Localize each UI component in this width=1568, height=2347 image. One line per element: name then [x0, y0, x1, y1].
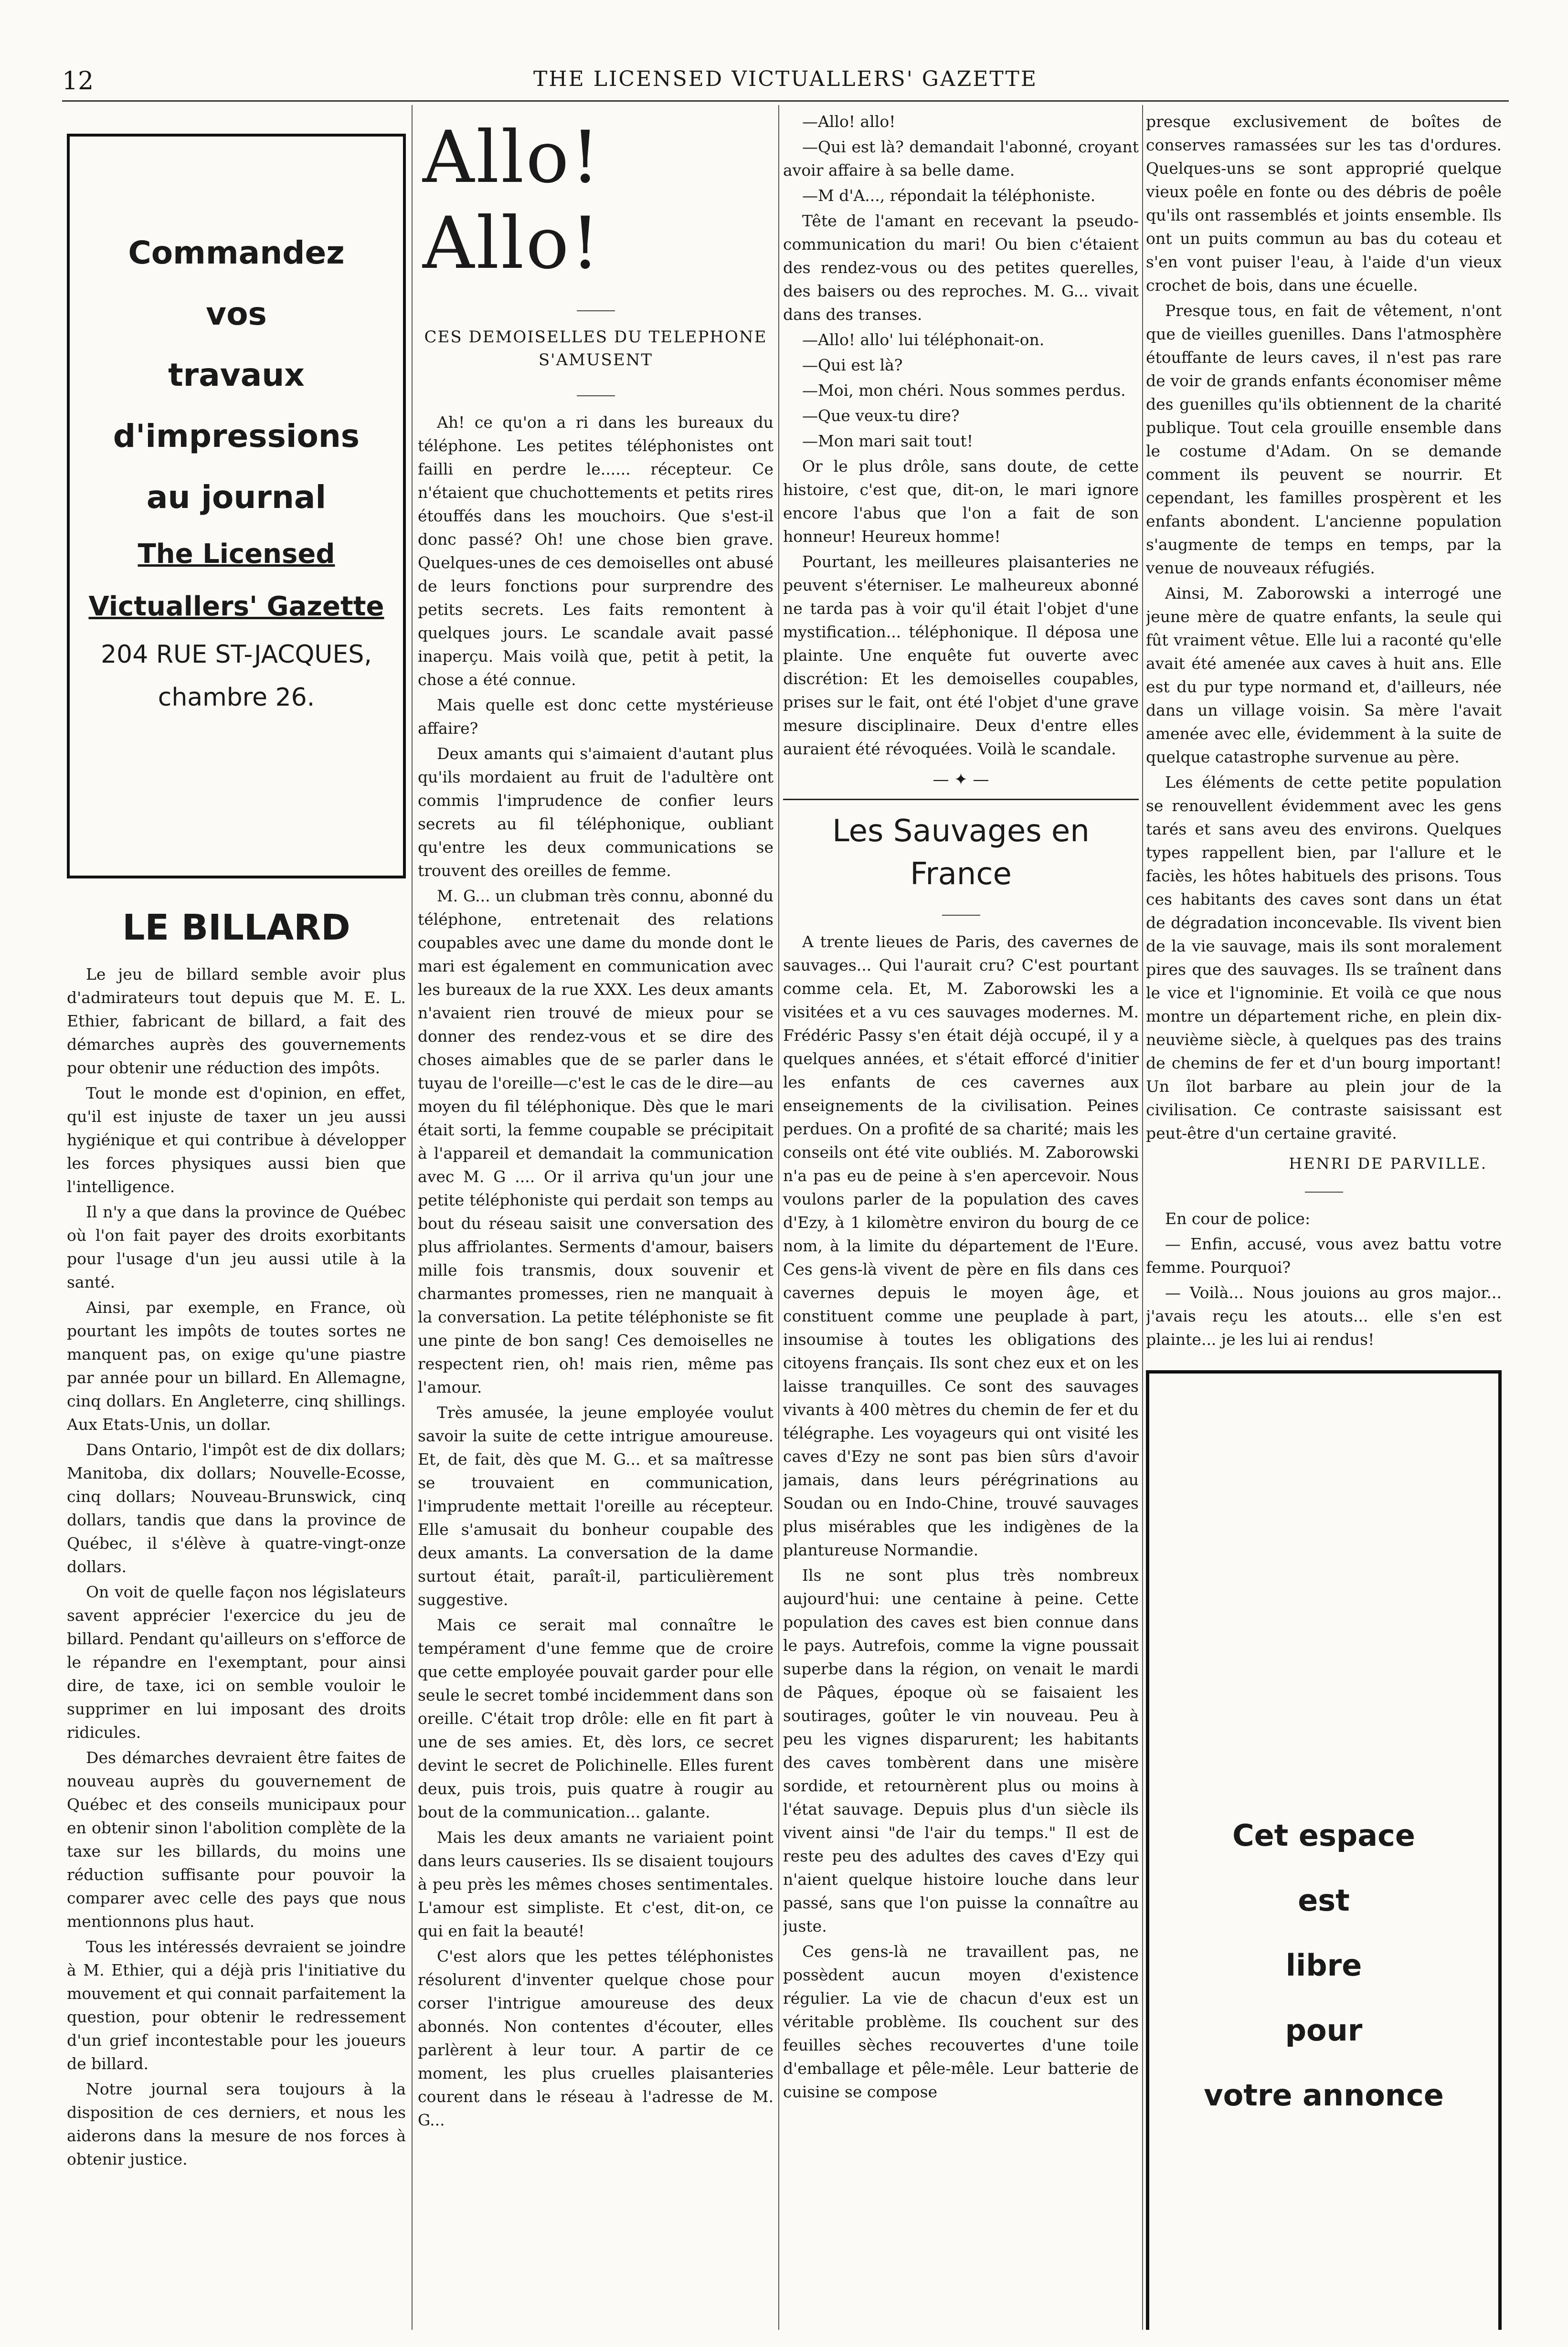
- masthead: [62, 67, 1509, 105]
- author-signature: HENRI DE PARVILLE.: [1289, 1154, 1487, 1173]
- paragraph: Ces gens-là ne travaillent pas, ne possèdent aucun moyen d'existence régulier. La vie de chacun d'eux est un véritable problème. Ils couchent sur des feuilles sèches recouvertes d'une toile d'emballage et pêle-mêle. Leur batterie de cuisine se compose: [783, 1942, 1139, 2101]
- ad-line: Cet espace: [1232, 1818, 1415, 1853]
- paragraph: Des démarches devraient être faites de nouveau auprès du gouvernement de Québec et des conseils municipaux pour en obtenir sinon l'abolition complète de la taxe sur les billards, du moins une réduction suffisante pour pouvoir la comparer avec celle des pays que nous mentionnons plus haut.: [67, 1748, 406, 1931]
- paragraph: —Allo! allo!: [802, 112, 896, 131]
- paragraph: Tête de l'amant en recevant la pseudo-communication du mari! Ou bien c'étaient des rendez-vous ou des petites querelles, des baisers ou des reproches. M. G... vivait dans des transes.: [783, 211, 1139, 324]
- page-number: 12: [62, 67, 94, 95]
- paragraph: Très amusée, la jeune employée voulut savoir la suite de cette intrigue amoureuse. Et, de fait, dès que M. G... et sa maîtresse se trouvaient en communication, l'imprudente mettait l'oreille au récepteur. Elle s'amusait du bonheur coupable des deux amants. La conversation de la dame surtout était, paraît-il, particulièrement suggestive.: [418, 1403, 773, 1609]
- paragraph: Pourtant, les meilleures plaisanteries ne peuvent s'éterniser. Le malheureux abonné ne tarda pas à voir qu'il était l'objet d'une mystification... téléphonique. Il déposa une plainte. Une enquête fut ouverte avec discrétion: Et les demoiselles coupables, prises sur le fait, ont été l'objet d'une grave mesure disciplinaire. Deux d'entre elles auraient été révoquées. Voilà le scandale.: [783, 552, 1139, 758]
- paragraph: M. G... un clubman très connu, abonné du téléphone, entretenait des relations coupables avec une dame du monde dont le mari est également en communication avec les bureaux de la rue XXX. Les deux amants n'avaient rien trouvé de mieux pour se donner des rendez-vous et se dire des choses aimables que de se parler dans le tuyau de l'oreille—c'est le cas de le dire—au moyen du fil téléphonique. Dès que le mari était sorti, la femme coupable se précipitait à l'appareil et demandait la communication avec M. G .... Or il arriva qu'un jour une petite téléphoniste qui perdait son temps au bout du réseau saisit une conversation des plus affriolantes. Serments d'amour, baisers mille fois transmis, doux souvenir et charmantes promesses, rien ne manquait à la conversation. La petite téléphoniste se fit une pinte de bon sang! Ces demoiselles ne respectent rien, oh! mais rien, même pas l'amour.: [418, 887, 773, 1396]
- ad-line: Commandez: [128, 234, 345, 271]
- paragraph: Notre journal sera toujours à la disposition de ces derniers, et nous les aiderons dans la mesure de nos forces à obtenir justice.: [67, 2080, 406, 2168]
- column-2: [418, 110, 773, 2330]
- column-1: [67, 110, 406, 2330]
- paragraph: Ainsi, par exemple, en France, où pourtant les impôts de toutes sortes ne manquent pas, on exige qu'une piastre par année pour un billard. En Allemagne, cinq dollars. En Angleterre, cinq shillings. Aux Etats-Unis, un dollar.: [67, 1298, 406, 1434]
- paragraph: Dans Ontario, l'impôt est de dix dollars; Manitoba, dix dollars; Nouvelle-Ecosse, cinq dollars; Nouveau-Brunswick, cinq dollars, tandis que dans la province de Québec, il s'élève à quatre-vingt-onze dollars.: [67, 1440, 406, 1576]
- paragraph: Il n'y a que dans la province de Québec où l'on fait payer des droits exorbitants pour l'usage d'un jeu aussi utile à la santé.: [67, 1203, 406, 1291]
- paragraph: —M d'A..., répondait la téléphoniste.: [802, 186, 1096, 205]
- paragraph: —Qui est là? demandait l'abonné, croyant avoir affaire à sa belle dame.: [783, 137, 1139, 180]
- paragraph: Le jeu de billard semble avoir plus d'admirateurs tout depuis que M. E. L. Ethier, fabricant de billard, a fait des démarches auprès des gouvernements pour obtenir une réduction des impôts.: [67, 965, 406, 1077]
- ad-line: d'impressions: [113, 418, 360, 455]
- paragraph: —Moi, mon chéri. Nous sommes perdus.: [802, 381, 1126, 400]
- ad-address: 204 RUE ST-JACQUES,: [101, 640, 372, 669]
- paragraph: — Enfin, accusé, vous avez battu votre femme. Pourquoi?: [1146, 1235, 1502, 1277]
- paragraph: C'est alors que les pettes téléphonistes résolurent d'inventer quelque chose pour corser l'intrigue amoureuse des deux abonnés. Non contentes d'écouter, elles parlèrent à leur tour. A partir de ce moment, les plus cruelles plaisanteries courent dans le réseau à l'adresse de M. G...: [418, 1947, 773, 2129]
- paragraph: Mais ce serait mal connaître le tempérament d'une femme que de croire que cette employée pouvait garder pour elle seule le secret tombé incidemment dans son oreille. C'était trop drôle: elle en fit part à une de ses amies. Et, dès lors, ce secret devint le secret de Polichinelle. Elles furent deux, puis trois, puis quatre à rougir au bout de la communication... galante.: [418, 1616, 773, 1821]
- paragraph: Mais les deux amants ne variaient point dans leurs causeries. Ils se disaient toujours à peu près les mêmes choses sentimentales. L'amour est simpliste. Et c'est, dit-on, ce qui en fait la beauté!: [418, 1828, 773, 1940]
- ad-line: libre: [1285, 1948, 1362, 1983]
- divider: [942, 915, 980, 916]
- paragraph: Tout le monde est d'opinion, en effet, qu'il est injuste de taxer un jeu aussi hygiénique et qui contribue à développer les forces physiques aussi bien que l'intelligence.: [67, 1084, 406, 1196]
- article-body: [783, 930, 1139, 2104]
- paragraph: presque exclusivement de boîtes de conserves ramassées sur les tas d'ordures. Quelques-uns se sont approprié quelque vieux poêle en fonte ou des débris de poêle qu'ils ont rassemblés et joints ensemble. Ils ont un puits commun au bas du coteau et s'en vont puiser l'eau, à l'aide d'un vieux crochet de bois, dans une écuelle.: [1146, 112, 1502, 295]
- ad-line: travaux: [168, 357, 305, 393]
- paragraph: —Mon mari sait tout!: [802, 432, 974, 450]
- ad-brand-line: The Licensed: [138, 539, 335, 570]
- paragraph: Ainsi, M. Zaborowski a interrogé une jeune mère de quatre enfants, la seule qui fût vraiment vêtue. Elle lui a raconté qu'elle avait été amenée aux caves à huit ans. Elle est du pur type normand et, d'ailleurs, née dans un village voisin. Sa mère l'avait amenée avec elle, évidemment à la suite de quelque catastrophe survenue au père.: [1146, 584, 1502, 766]
- print-advertisement: [67, 134, 406, 878]
- article-subtitle: CES DEMOISELLES DU TELEPHONE S'AMUSENT: [424, 328, 767, 370]
- paragraph: En cour de police:: [1165, 1209, 1311, 1228]
- paragraph: Presque tous, en fait de vêtement, n'ont que de vieilles guenilles. Dans l'atmosphère étouffante de leurs caves, il n'est pas rare de voir de grands enfants économiser même des guenilles qu'ils obtiennent de la charité publique. Tout cela grouille ensemble dans le costume d'Adam. On se demande comment ils peuvent se nourrir. Et cependant, les familles prospèrent et les enfants abondent. L'ancienne population s'augmente de temps en temps, par la venue de nouveaux réfugiés.: [1146, 301, 1502, 577]
- paragraph: Deux amants qui s'aimaient d'autant plus qu'ils mordaient au fruit de l'adultère ont commis l'imprudence de confier leurs secrets au fil téléphonique, oubliant qu'entre les deux communications se trouvent des oreilles de femme.: [418, 744, 773, 880]
- column-rule: [412, 105, 413, 2330]
- article-body: [67, 962, 406, 2171]
- article-body-continued: [1146, 110, 1502, 1145]
- paragraph: Ils ne sont plus très nombreux aujourd'hui: une centaine à peine. Cette population des caves est bien connue dans le pays. Autrefois, comme la vigne poussait superbe dans la région, on venait le mardi de Pâques, époque où se faisaient les soutirages, goûter le vin nouveau. Peu à peu les vignes disparurent; les habitants des caves tombèrent dans une misère sordide, et retournèrent plus ou moins à l'état sauvage. Depuis plus d'un siècle ils vivent ainsi "de l'air du temps." Il est de reste peu des adultes des caves d'Ezy qui n'aient quelque histoire louche dans leur passé, sans que l'on puisse la connaître au juste.: [783, 1566, 1139, 1935]
- paragraph: — Voilà... Nous jouions au gros major... j'avais reçu les atouts... elle s'en est plainte... je les lui ai rendus!: [1146, 1283, 1502, 1349]
- anecdote: [1146, 1207, 1502, 1351]
- paragraph: Tous les intéressés devraient se joindre à M. Ethier, qui a déjà pris l'initiative du mouvement et qui connait parfaitement la question, pour obtenir le redressement d'un grief incontestable pour les joueurs de billard.: [67, 1937, 406, 2073]
- paragraph: —Allo! allo' lui téléphonait-on.: [802, 330, 1045, 349]
- ad-room: chambre 26.: [158, 683, 315, 712]
- column-3: [783, 110, 1139, 2330]
- publication-title: THE LICENSED VICTUALLERS' GAZETTE: [533, 67, 1038, 91]
- paragraph: A trente lieues de Paris, des cavernes de sauvages... Qui l'aurait cru? C'est pourtant comme cela. Et, M. Zaborowski les a visitées et a vu ces sauvages modernes. M. Frédéric Passy s'en était déjà occupé, il y a quelques années, et s'était efforcé d'initier les enfants de ces cavernes aux enseignements de la civilisation. Peines perdues. On a profité de sa charité; mais les conseils ont été vite oubliés. M. Zaborowski n'a pas eu de peine à s'en apercevoir. Nous voulons parler de la population des caves d'Ezy, à 1 kilomètre environ du bourg de ce nom, à la limite du département de l'Eure. Ces gens-là vivent de père en fils dans ces cavernes depuis le moyen âge, et constituent comme une peuplade à part, insoumise à toutes les obligations des citoyens français. Ils sont chez eux et on les laisse tranquilles. Ce sont des sauvages vivants à 400 mètres du chemin de fer et du télégraphe. Les voyageurs qui ont visité les caves d'Ezy ne sont pas bien sûrs d'avoir jamais, dans leurs pérégrinations au Soudan ou en Indo-Chine, trouvé sauvages plus misérables que les indigènes de la plantureuse Normandie.: [783, 932, 1139, 1559]
- paragraph: Mais quelle est donc cette mystérieuse affaire?: [418, 696, 773, 738]
- paragraph: On voit de quelle façon nos législateurs savent apprécier l'exercice du jeu de billard. Pendant qu'ailleurs on s'efforce de le répandre en l'exemptant, pour ainsi dire, de taxe, ici on semble vouloir le supprimer en lui imposant des droits ridicules.: [67, 1583, 406, 1742]
- divider: [1305, 1192, 1343, 1193]
- masthead-rule: [62, 100, 1509, 102]
- ad-brand-line: Victuallers' Gazette: [88, 591, 384, 622]
- ad-line: est: [1298, 1883, 1350, 1918]
- ornament-divider: — ✦ —: [932, 770, 989, 789]
- paragraph: —Qui est là?: [802, 356, 903, 374]
- divider: [577, 310, 615, 311]
- paragraph: Ah! ce qu'on a ri dans les bureaux du téléphone. Les petites téléphonistes ont failli en perdre le...... récepteur. Ce n'étaient que chuchottements et petits rires étouffés dans les mouchoirs. Que s'est-il donc passé? Oh! une chose bien grave. Quelques-unes de ces demoiselles ont abusé de leurs fonctions pour surprendre des petits secrets. Les faits remontent à quelques jours. Le scandale avait passé inaperçu. Mais voilà que, petit à petit, la chose a été connue.: [418, 413, 773, 689]
- paragraph: Or le plus drôle, sans doute, de cette histoire, c'est que, dit-on, le mari ignore encore l'abus que l'on a fait de son honneur! Heureux homme!: [783, 457, 1139, 546]
- ad-space-box: [1146, 1370, 1502, 2330]
- section-rule: [783, 799, 1139, 800]
- ad-line: pour: [1285, 2013, 1363, 2048]
- ad-line: au journal: [146, 479, 327, 516]
- ad-line: votre annonce: [1204, 2078, 1444, 2113]
- paragraph: —Que veux-tu dire?: [802, 406, 960, 425]
- ad-line: vos: [206, 296, 267, 332]
- column-rule: [1142, 105, 1143, 2330]
- article-title: Allo! Allo!: [423, 116, 602, 285]
- article-body: [418, 411, 773, 2132]
- column-rule: [778, 105, 779, 2330]
- column-4: [1146, 110, 1502, 2330]
- article-title: Les Sauvages en France: [832, 814, 1090, 892]
- article-title: LE BILLARD: [122, 907, 350, 948]
- divider: [577, 395, 615, 396]
- article-body-continued: [783, 110, 1139, 761]
- paragraph: Les éléments de cette petite population se renouvellent évidemment avec les gens tarés et sans aveu des environs. Quelques types rappellent bien, par l'allure et le faciès, les hôtes habituels des prisons. Tous ces habitants des caves sont dans un état de dégradation inconcevable. Ils vivent bien de la vie sauvage, mais ils sont moralement pires que des sauvages. Ils se traînent dans le vice et l'ignominie. Et voilà ce que nous montre un département riche, en plein dix-neuvième siècle, à quelques pas des trains de chemins de fer et d'un bourg important! Un îlot barbare au plein jour de la civilisation. Ce contraste saisissant est peut-être d'un certaine gravité.: [1146, 773, 1502, 1142]
